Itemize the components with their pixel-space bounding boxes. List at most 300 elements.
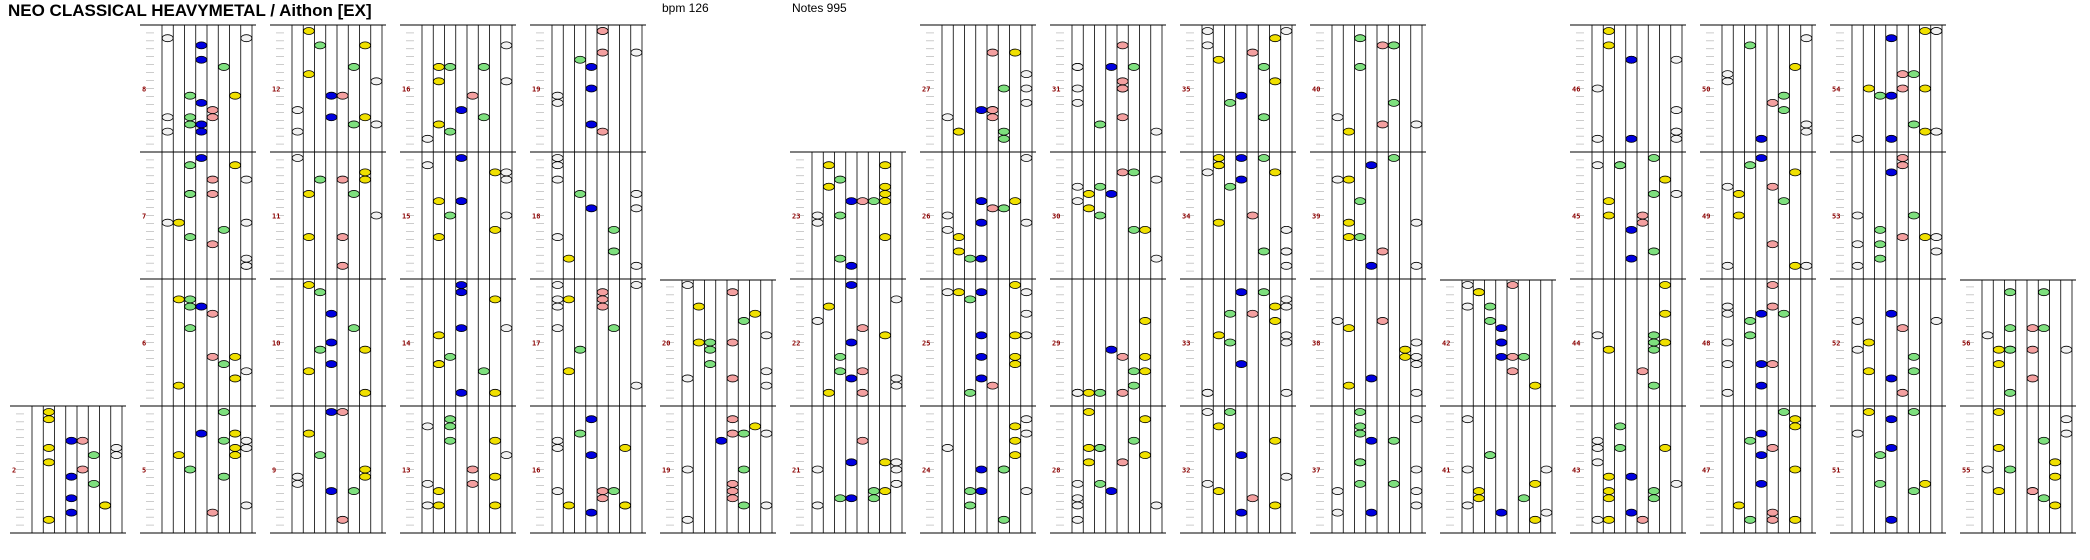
note [207, 509, 218, 516]
chart-column [920, 25, 1036, 533]
note [1671, 56, 1682, 63]
note [315, 289, 326, 296]
note [1236, 361, 1247, 368]
note [1411, 416, 1422, 423]
note [823, 303, 834, 310]
note [738, 430, 749, 437]
note [1270, 437, 1281, 444]
note [631, 205, 642, 212]
note [1225, 183, 1236, 190]
note [727, 416, 738, 423]
note [857, 198, 868, 205]
note [1225, 409, 1236, 416]
note [1863, 368, 1874, 375]
note [1875, 255, 1886, 262]
note [1886, 35, 1897, 42]
note [1745, 437, 1756, 444]
note [1756, 382, 1767, 389]
note [100, 502, 111, 509]
note [1151, 176, 1162, 183]
measure-number: 54 [1832, 85, 1841, 94]
note [43, 409, 54, 416]
note [608, 248, 619, 255]
note [1530, 382, 1541, 389]
note [173, 296, 184, 303]
note [727, 480, 738, 487]
note [1671, 107, 1682, 114]
note [1021, 310, 1032, 317]
note [987, 205, 998, 212]
note [2005, 389, 2016, 396]
note [1270, 78, 1281, 85]
note [750, 310, 761, 317]
note [1767, 509, 1778, 516]
note [1281, 473, 1292, 480]
note [738, 317, 749, 324]
note [207, 107, 218, 114]
note [1485, 317, 1496, 324]
note [1648, 339, 1659, 346]
note [1767, 99, 1778, 106]
note [456, 325, 467, 332]
note [1790, 63, 1801, 70]
note [1151, 128, 1162, 135]
note [1072, 198, 1083, 205]
note [433, 78, 444, 85]
note [1626, 56, 1637, 63]
note [552, 162, 563, 169]
note [761, 430, 772, 437]
note [230, 375, 241, 382]
note [682, 375, 693, 382]
chart-column [1570, 25, 1686, 533]
note [880, 332, 891, 339]
note [1767, 241, 1778, 248]
note [1072, 389, 1083, 396]
note [880, 234, 891, 241]
note [1541, 509, 1552, 516]
note [727, 375, 738, 382]
measure-number: 53 [1832, 212, 1841, 221]
note [1083, 409, 1094, 416]
note [1355, 423, 1366, 430]
note [66, 509, 77, 516]
note [337, 262, 348, 269]
note [2050, 473, 2061, 480]
note [1485, 303, 1496, 310]
note [173, 452, 184, 459]
note [326, 488, 337, 495]
measure-number: 37 [1312, 466, 1321, 475]
note [1648, 155, 1659, 162]
note [1202, 169, 1213, 176]
note [1021, 416, 1032, 423]
note [1400, 346, 1411, 353]
note [1343, 325, 1354, 332]
note [1388, 480, 1399, 487]
note [501, 78, 512, 85]
note [1756, 430, 1767, 437]
note [1778, 92, 1789, 99]
chart-column [1960, 280, 2076, 533]
note [575, 190, 586, 197]
note [1660, 444, 1671, 451]
note [1518, 495, 1529, 502]
note [196, 303, 207, 310]
note [185, 466, 196, 473]
note [1332, 509, 1343, 516]
note [597, 303, 608, 310]
note [976, 255, 987, 262]
note [880, 162, 891, 169]
note [608, 226, 619, 233]
chart-column [1440, 280, 1556, 533]
note [1722, 71, 1733, 78]
note [846, 339, 857, 346]
note [575, 430, 586, 437]
note [360, 114, 371, 121]
note [835, 255, 846, 262]
note [1648, 346, 1659, 353]
measure-number: 48 [1702, 339, 1711, 348]
note [303, 190, 314, 197]
measure-number: 49 [1702, 212, 1711, 221]
note [1247, 49, 1258, 56]
note [1202, 42, 1213, 49]
note [1507, 353, 1518, 360]
measure-number: 39 [1312, 212, 1321, 221]
note [1010, 49, 1021, 56]
note [823, 389, 834, 396]
note [1202, 28, 1213, 35]
note [552, 325, 563, 332]
note [1021, 219, 1032, 226]
note [111, 452, 122, 459]
note [1790, 516, 1801, 523]
note [1993, 488, 2004, 495]
note [456, 289, 467, 296]
note [241, 262, 252, 269]
note [727, 289, 738, 296]
note [241, 437, 252, 444]
note [218, 409, 229, 416]
note [620, 444, 631, 451]
note [1377, 121, 1388, 128]
note [185, 234, 196, 241]
note [490, 169, 501, 176]
note [490, 389, 501, 396]
note [422, 135, 433, 142]
note [1106, 63, 1117, 70]
note [1745, 317, 1756, 324]
note [1518, 353, 1529, 360]
note [1660, 282, 1671, 289]
note [1671, 480, 1682, 487]
measure-number: 9 [272, 466, 277, 475]
note [1377, 42, 1388, 49]
note [2061, 430, 2072, 437]
note [348, 325, 359, 332]
note [1745, 162, 1756, 169]
note [812, 466, 823, 473]
note [942, 226, 953, 233]
note [1117, 85, 1128, 92]
note [1117, 78, 1128, 85]
note [761, 502, 772, 509]
note [1377, 317, 1388, 324]
note [241, 255, 252, 262]
note [1083, 444, 1094, 451]
note [586, 452, 597, 459]
note [1095, 444, 1106, 451]
note [1258, 248, 1269, 255]
note [2027, 325, 2038, 332]
note [1202, 409, 1213, 416]
note [241, 368, 252, 375]
note [1790, 169, 1801, 176]
note [1095, 212, 1106, 219]
note [292, 128, 303, 135]
measure-number: 11 [272, 212, 281, 221]
note [1083, 190, 1094, 197]
note [433, 332, 444, 339]
note [1496, 339, 1507, 346]
note [552, 437, 563, 444]
note [1615, 444, 1626, 451]
note [857, 437, 868, 444]
note [218, 361, 229, 368]
note [1592, 516, 1603, 523]
note [1388, 155, 1399, 162]
note [1332, 176, 1343, 183]
note [162, 128, 173, 135]
note [422, 480, 433, 487]
note [207, 353, 218, 360]
note [230, 430, 241, 437]
note [998, 135, 1009, 142]
note [1213, 219, 1224, 226]
measure-number: 41 [1442, 466, 1451, 475]
note [1083, 205, 1094, 212]
note [1733, 190, 1744, 197]
note [1021, 332, 1032, 339]
measure-number: 28 [1052, 466, 1061, 475]
note [1908, 409, 1919, 416]
note [1202, 389, 1213, 396]
note [1982, 332, 1993, 339]
note [812, 219, 823, 226]
chart-column [660, 280, 776, 533]
note [575, 56, 586, 63]
note [586, 85, 597, 92]
note [1908, 368, 1919, 375]
note [857, 368, 868, 375]
measure-number: 25 [922, 339, 931, 348]
note [162, 114, 173, 121]
measure-number: 56 [1962, 339, 1971, 348]
note [1117, 353, 1128, 360]
note [693, 303, 704, 310]
note [303, 430, 314, 437]
note [1388, 99, 1399, 106]
note [1778, 107, 1789, 114]
note [1281, 296, 1292, 303]
note [1270, 35, 1281, 42]
note [1722, 310, 1733, 317]
note [682, 466, 693, 473]
note [1756, 310, 1767, 317]
measure-number: 34 [1182, 212, 1191, 221]
note [337, 409, 348, 416]
note [66, 437, 77, 444]
note [987, 114, 998, 121]
note [1875, 92, 1886, 99]
note [1140, 368, 1151, 375]
note [891, 459, 902, 466]
note [1247, 310, 1258, 317]
note [185, 92, 196, 99]
note [563, 296, 574, 303]
note [478, 114, 489, 121]
note [1603, 516, 1614, 523]
note [857, 325, 868, 332]
note [1140, 452, 1151, 459]
note [563, 502, 574, 509]
note [1790, 423, 1801, 430]
measure-number: 47 [1702, 466, 1711, 475]
note [292, 107, 303, 114]
note [1072, 85, 1083, 92]
note [360, 346, 371, 353]
note [1128, 437, 1139, 444]
note [2038, 325, 2049, 332]
note [705, 361, 716, 368]
note [976, 332, 987, 339]
note [1411, 361, 1422, 368]
note [987, 49, 998, 56]
note [2005, 466, 2016, 473]
note [1411, 219, 1422, 226]
note [77, 466, 88, 473]
note [1982, 466, 1993, 473]
note [1660, 310, 1671, 317]
note [1875, 452, 1886, 459]
note [1258, 63, 1269, 70]
note [1010, 361, 1021, 368]
note [1745, 332, 1756, 339]
note [1117, 169, 1128, 176]
note [1863, 409, 1874, 416]
measure-number: 23 [792, 212, 801, 221]
note [303, 234, 314, 241]
note [326, 310, 337, 317]
note [552, 282, 563, 289]
note [445, 423, 456, 430]
note [230, 353, 241, 360]
note [445, 63, 456, 70]
note [2061, 416, 2072, 423]
note [1095, 480, 1106, 487]
measure-number: 46 [1572, 85, 1581, 94]
note [1852, 135, 1863, 142]
note [1790, 416, 1801, 423]
note [1106, 488, 1117, 495]
note [1767, 282, 1778, 289]
measure-number: 10 [272, 339, 281, 348]
note [1117, 114, 1128, 121]
note [2027, 375, 2038, 382]
measure-number: 8 [142, 85, 147, 94]
note [2005, 289, 2016, 296]
note [631, 382, 642, 389]
note [1281, 303, 1292, 310]
note [846, 459, 857, 466]
note [738, 466, 749, 473]
note [942, 444, 953, 451]
measure-number: 27 [922, 85, 931, 94]
note [230, 452, 241, 459]
note [478, 63, 489, 70]
note [2050, 459, 2061, 466]
note [1767, 183, 1778, 190]
note [1637, 212, 1648, 219]
chart-column [1180, 25, 1296, 533]
note [976, 353, 987, 360]
note [1852, 317, 1863, 324]
note [196, 128, 207, 135]
note [705, 346, 716, 353]
note [1117, 42, 1128, 49]
note [1151, 502, 1162, 509]
measure-number: 16 [402, 85, 411, 94]
note [846, 375, 857, 382]
note [1366, 509, 1377, 516]
note [846, 198, 857, 205]
note [563, 368, 574, 375]
note [1213, 423, 1224, 430]
note [738, 502, 749, 509]
note [823, 183, 834, 190]
note [880, 183, 891, 190]
note [1236, 509, 1247, 516]
note [965, 296, 976, 303]
note [1281, 339, 1292, 346]
note [1213, 56, 1224, 63]
note [608, 488, 619, 495]
note [371, 78, 382, 85]
note [1225, 99, 1236, 106]
note [631, 49, 642, 56]
note [1722, 78, 1733, 85]
note [812, 212, 823, 219]
note [1920, 480, 1931, 487]
note [976, 219, 987, 226]
note [1931, 128, 1942, 135]
note [976, 198, 987, 205]
note [445, 212, 456, 219]
note [1671, 135, 1682, 142]
note [1355, 480, 1366, 487]
note [207, 241, 218, 248]
note [1660, 339, 1671, 346]
note [348, 488, 359, 495]
note [1852, 430, 1863, 437]
measure-number: 52 [1832, 339, 1841, 348]
note [360, 169, 371, 176]
note [501, 176, 512, 183]
note [597, 28, 608, 35]
note [597, 128, 608, 135]
